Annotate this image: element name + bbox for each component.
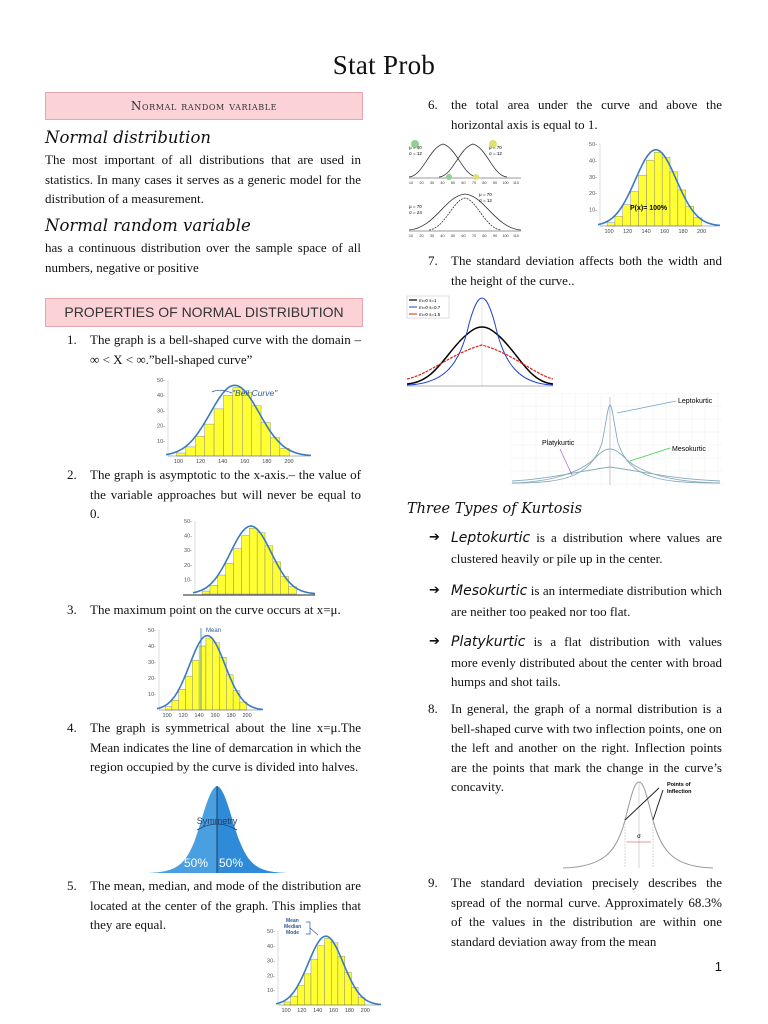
y-tick-label: 10- xyxy=(267,988,275,995)
y-tick-label: 20- xyxy=(157,423,165,430)
bottom-a-sigma: σ = 24 xyxy=(409,210,422,215)
kurtosis-desc: is a flat distribution with values more evenly distributed about the center with broad humps and shot tails. xyxy=(451,634,722,690)
histogram-bar xyxy=(249,528,257,594)
mean-label: Mean xyxy=(206,628,222,634)
histogram-bar xyxy=(654,152,662,226)
axis-tick-label: 40 xyxy=(440,234,445,238)
sigma-label: σ xyxy=(637,834,641,840)
histogram-bar xyxy=(304,974,311,1005)
item-text: The mean, median, and mode of the distribution are located at the center of the graph. This implies that they are equal. xyxy=(90,878,361,933)
y-tick-label: 50- xyxy=(157,378,165,384)
histogram-bar xyxy=(206,638,213,710)
area-label: P(x)= 100% xyxy=(630,205,668,212)
axis-tick-label: 30 xyxy=(429,234,435,238)
x-tick-label: 120 xyxy=(178,713,188,719)
paragraph-normal-distribution: The most important of all distributions that are used in statistics. In many cases it serves as a generic model for the distribution of a measurement. xyxy=(45,152,361,206)
page-number: 1 xyxy=(714,959,722,974)
kurtosis-item-leptokurtic xyxy=(429,528,722,568)
histogram-bar xyxy=(202,591,210,594)
item-number: 4. xyxy=(67,720,77,735)
histogram-bar xyxy=(234,549,242,594)
figure-bell-curve xyxy=(148,374,313,468)
histogram-bar xyxy=(241,536,249,594)
x-tick-label: 200 xyxy=(242,713,252,719)
x-tick-label: 160 xyxy=(328,1008,339,1014)
histogram-bar xyxy=(311,959,318,1005)
mmm-label-median: Median xyxy=(284,924,302,930)
x-tick-label: 120 xyxy=(622,229,633,235)
x-tick-label: 200 xyxy=(696,229,707,235)
x-tick-label: 200 xyxy=(284,459,294,465)
histogram-bar xyxy=(242,392,251,456)
property-item-6 xyxy=(428,95,722,134)
histogram-bar xyxy=(214,409,223,456)
figure-mean-median-mode xyxy=(248,917,383,1015)
histogram-bar xyxy=(261,423,270,456)
leptokurtic-label: Leptokurtic xyxy=(678,398,713,405)
histogram-bar xyxy=(678,190,686,226)
histogram-bar xyxy=(199,646,206,710)
axis-tick-label: 20 xyxy=(419,234,424,238)
figure-total-area xyxy=(570,138,722,236)
item-number: 6. xyxy=(428,97,438,112)
paragraph-normal-random-variable: has a continuous distribution over the sample space of all numbers, negative or positive xyxy=(45,240,361,275)
axis-tick-label: 80 xyxy=(482,181,487,185)
y-tick-label: 30- xyxy=(589,174,597,181)
histogram-bar xyxy=(192,660,199,710)
x-tick-label: 120 xyxy=(297,1008,307,1014)
y-tick-label: 50- xyxy=(148,628,156,634)
x-tick-label: 180 xyxy=(226,713,236,719)
x-tick-label: 100 xyxy=(604,229,614,235)
top-a-mu: μ = 40 xyxy=(409,145,422,150)
y-tick-label: 20- xyxy=(148,676,156,682)
bell-curve-label: "Bell Curve" xyxy=(232,388,278,398)
kurtosis-item-platykurtic xyxy=(429,632,722,692)
x-tick-label: 100 xyxy=(281,1008,291,1014)
x-tick-label: 160 xyxy=(210,713,220,719)
figure-mean xyxy=(145,624,265,720)
histogram-bar xyxy=(172,700,179,710)
inflection-label-2: Inflection xyxy=(667,789,692,795)
axis-tick-label: 10 xyxy=(408,181,414,185)
x-tick-label: 140 xyxy=(313,1008,323,1014)
x-tick-label: 200 xyxy=(360,1008,370,1014)
property-item-7 xyxy=(428,251,722,290)
x-tick-label: 180 xyxy=(344,1008,355,1014)
kurtosis-heading: Three Types of Kurtosis xyxy=(407,501,583,517)
bottom-b-mu: μ = 70 xyxy=(479,192,492,197)
axis-tick-label: 70 xyxy=(471,181,477,185)
half-left-label: 50% xyxy=(183,856,209,870)
axis-tick-label: 50 xyxy=(450,181,456,185)
half-right-label: 50% xyxy=(218,856,244,870)
y-tick-label: 40- xyxy=(184,533,192,540)
property-item-9 xyxy=(428,873,722,951)
y-tick-label: 10- xyxy=(157,438,165,445)
histogram-bar xyxy=(223,395,232,456)
histogram-bar xyxy=(186,447,195,456)
item-number: 7. xyxy=(428,253,438,268)
sd-legend-2: m=0 s=0.7 xyxy=(419,305,441,310)
y-tick-label: 20- xyxy=(589,191,597,198)
histogram-bar xyxy=(615,216,623,226)
axis-tick-label: 10 xyxy=(408,234,414,238)
bottom-b-sigma: σ = 12 xyxy=(479,198,492,203)
item-text: the total area under the curve and above the horizontal axis is equal to 1. xyxy=(451,97,722,132)
property-item-3 xyxy=(67,600,361,620)
axis-tick-label: 60 xyxy=(461,181,466,185)
y-tick-label: 40- xyxy=(589,158,597,165)
item-text: In general, the graph of a normal distribution is a bell-shaped curve with two inflection points, one on the left and another on the right. Inflection points are the points that mark the change in the curve’s concavity. xyxy=(451,701,722,795)
y-tick-label: 50- xyxy=(267,929,275,935)
y-tick-label: 10- xyxy=(184,577,192,584)
x-tick-label: 180 xyxy=(678,229,688,235)
figure-inflection-points xyxy=(563,772,713,870)
item-text: The graph is symmetrical about the line x=μ.The Mean indicates the line of demarcation in which the region occupied by the curve is divided into halves. xyxy=(90,720,361,775)
item-text: The standard deviation affects both the width and the height of the curve.. xyxy=(451,253,722,288)
y-tick-label: 40- xyxy=(148,644,156,650)
histogram-bar xyxy=(195,436,204,456)
x-tick-label: 140 xyxy=(641,229,651,235)
histogram-bar xyxy=(165,707,172,710)
sd-legend-3: m=0 s=1.5 xyxy=(419,312,441,317)
item-text: The maximum point on the curve occurs at x=μ. xyxy=(90,602,341,617)
x-tick-label: 120 xyxy=(195,459,206,465)
arrow-icon: ➔ xyxy=(429,634,440,649)
x-tick-label: 160 xyxy=(659,229,670,235)
axis-tick-label: 90 xyxy=(492,234,498,238)
figure-kurtosis xyxy=(510,393,722,487)
histogram-bar xyxy=(218,575,226,594)
histogram-bar xyxy=(257,533,265,594)
property-item-4 xyxy=(67,718,361,777)
histogram-bar xyxy=(226,563,234,594)
arrow-icon: ➔ xyxy=(429,583,440,598)
histogram-bar xyxy=(186,676,193,710)
axis-tick-label: 90 xyxy=(492,181,498,185)
item-number: 8. xyxy=(428,701,438,716)
figure-symmetry xyxy=(147,780,287,875)
y-tick-label: 30- xyxy=(184,548,192,555)
figure-sd-curves xyxy=(405,294,555,394)
histogram-bar xyxy=(284,1002,291,1005)
section-header-normal-random-variable: Normal random variable xyxy=(45,92,363,120)
top-a-sigma: σ = 12 xyxy=(409,151,422,156)
kurtosis-desc: is an intermediate distribution which are neither too peaked nor too flat. xyxy=(451,583,722,619)
item-number: 3. xyxy=(67,602,77,617)
item-number: 9. xyxy=(428,875,438,890)
item-text: The graph is a bell-shaped curve with the domain –∞ < X < ∞.”bell-shaped curve” xyxy=(90,332,361,367)
top-b-sigma: σ = 12 xyxy=(489,151,502,156)
kurtosis-term: Platykurtic xyxy=(451,634,526,650)
axis-tick-label: 60 xyxy=(461,234,466,238)
mmm-label-mean: Mean xyxy=(286,918,299,924)
bottom-a-mu: μ = 70 xyxy=(409,204,422,209)
x-tick-label: 100 xyxy=(162,713,172,719)
x-tick-label: 140 xyxy=(218,459,228,465)
x-tick-label: 100 xyxy=(173,459,184,465)
y-tick-label: 30- xyxy=(157,408,165,415)
heading-normal-random-variable: Normal random variable xyxy=(45,216,251,235)
symmetry-label: Symmetry xyxy=(196,816,238,826)
sd-legend-1: m=0 s=1 xyxy=(419,298,437,303)
histogram-bar xyxy=(298,986,305,1005)
histogram-bar xyxy=(273,562,281,594)
axis-tick-label: 40 xyxy=(440,181,445,185)
histogram-bar xyxy=(291,996,298,1005)
y-tick-label: 50- xyxy=(184,519,192,525)
item-number: 2. xyxy=(67,467,77,482)
histogram-bar xyxy=(646,160,654,226)
item-number: 5. xyxy=(67,878,77,893)
x-tick-label: 140 xyxy=(194,713,204,719)
histogram-bar xyxy=(331,943,338,1005)
axis-tick-label: 50 xyxy=(450,234,456,238)
histogram-bar xyxy=(324,938,331,1005)
y-tick-label: 30- xyxy=(267,958,275,965)
platykurtic-label: Platykurtic xyxy=(542,440,575,447)
x-tick-label: 180 xyxy=(262,459,272,465)
y-tick-label: 50- xyxy=(589,142,597,148)
kurtosis-term: Mesokurtic xyxy=(451,583,528,599)
axis-tick-label: 110 xyxy=(512,181,520,185)
y-tick-label: 40- xyxy=(157,393,165,400)
kurtosis-item-mesokurtic xyxy=(429,581,722,621)
axis-tick-label: 100 xyxy=(502,234,509,238)
histogram-bar xyxy=(662,157,670,226)
histogram-bar xyxy=(179,689,186,710)
item-text: The graph is asymptotic to the x-axis.– the value of the variable approaches but will never be equal to 0. xyxy=(90,467,361,522)
kurtosis-term: Leptokurtic xyxy=(451,530,531,546)
axis-tick-label: 70 xyxy=(471,234,477,238)
axis-tick-label: 110 xyxy=(512,234,520,238)
y-tick-label: 20- xyxy=(184,562,192,569)
y-tick-label: 40- xyxy=(267,943,275,950)
axis-tick-label: 100 xyxy=(502,181,509,185)
mesokurtic-label: Mesokurtic xyxy=(672,446,706,453)
figure-asymptotic xyxy=(165,511,315,596)
axis-tick-label: 80 xyxy=(482,234,487,238)
histogram-bar xyxy=(607,223,615,226)
property-item-1 xyxy=(67,330,361,369)
axis-tick-label: 30 xyxy=(429,181,435,185)
kurtosis-desc: is a distribution where values are clustered heavily or pile up in the center. xyxy=(451,530,722,566)
item-number: 1. xyxy=(67,332,77,347)
top-b-mu: μ = 70 xyxy=(489,145,502,150)
section-header-properties: PROPERTIES OF NORMAL DISTRIBUTION xyxy=(45,298,363,327)
inflection-label-1: Points of xyxy=(667,782,691,788)
y-tick-label: 20- xyxy=(267,973,275,980)
mmm-label-mode: Mode xyxy=(286,930,300,936)
item-text: The standard deviation precisely describes the spread of the normal curve. Approximately 68.3% of the values in the distribution are within one standard deviation away from the mean xyxy=(451,875,722,949)
y-tick-label: 10- xyxy=(148,692,156,698)
figure-two-curves xyxy=(405,136,525,240)
histogram-bar xyxy=(210,585,218,594)
y-tick-label: 10- xyxy=(589,207,597,214)
x-tick-label: 160 xyxy=(240,459,250,465)
histogram-bar xyxy=(226,675,233,710)
histogram-bar xyxy=(213,643,220,710)
document-title: Stat Prob xyxy=(332,50,436,80)
histogram-bar xyxy=(205,424,214,456)
y-tick-label: 30- xyxy=(148,660,156,666)
heading-normal-distribution: Normal distribution xyxy=(45,128,212,147)
histogram-bar xyxy=(639,175,647,226)
histogram-bar xyxy=(176,453,185,456)
arrow-icon: ➔ xyxy=(429,530,440,545)
histogram-bar xyxy=(318,946,325,1005)
axis-tick-label: 20 xyxy=(419,181,424,185)
